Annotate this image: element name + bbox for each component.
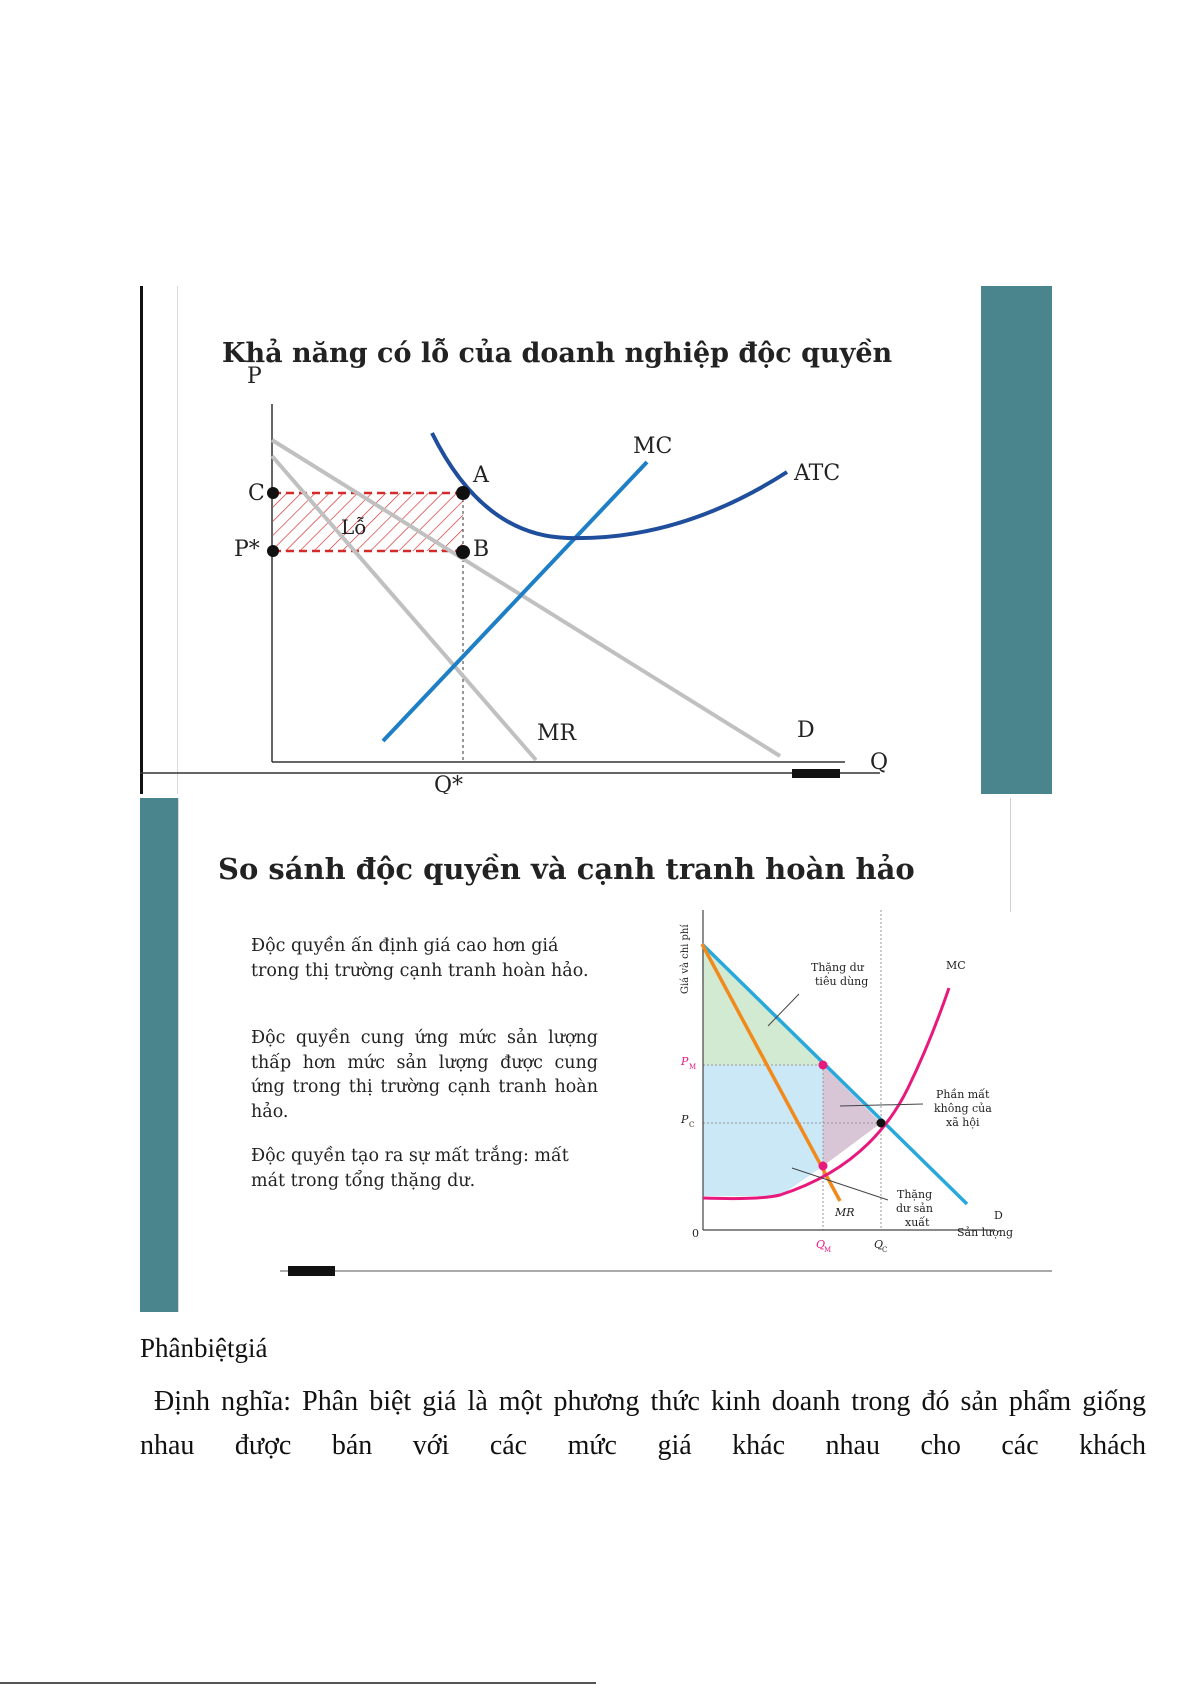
slide-monopoly-vs-competition [140, 798, 1052, 1312]
slide-monopoly-loss [140, 286, 1052, 794]
section-heading: Phânbiệtgiá [140, 1333, 268, 1363]
loss-label: Lỗ [341, 515, 367, 539]
slide-bottom-block [288, 1266, 335, 1276]
consumer-surplus-label-1: Thặng dư [811, 961, 864, 974]
origin-label: 0 [692, 1227, 699, 1240]
point-b [456, 545, 470, 559]
a-label: A [473, 463, 489, 488]
qc-subscript: C [882, 1246, 888, 1254]
mr-label: MR [835, 1206, 855, 1219]
y-axis-label: Giá và chi phí [680, 924, 691, 994]
pm-label: P [681, 1055, 689, 1068]
deadweight-label-3: xã hội [946, 1116, 980, 1129]
d-label: D [994, 1209, 1003, 1222]
qc-label: Q [874, 1238, 884, 1251]
slide-title: So sánh độc quyền và cạnh tranh hoàn hảo [218, 852, 915, 886]
deadweight-label-1: Phần mất [936, 1088, 990, 1101]
mr-label: MR [537, 721, 577, 746]
p-star-label: P* [234, 537, 260, 562]
point-p-star [267, 545, 279, 557]
deadweight-loss-area [823, 1065, 881, 1166]
pc-subscript: C [689, 1121, 695, 1129]
producer-surplus-label-3: xuất [905, 1216, 930, 1229]
mr-mc-intersection [819, 1162, 828, 1171]
pc-label: P [681, 1113, 689, 1126]
comparison-chart [140, 798, 1052, 1312]
b-label: B [473, 537, 490, 562]
footer-rule [0, 1682, 596, 1684]
slide-title: Khả năng có lỗ của doanh nghiệp độc quyền [222, 338, 893, 369]
x-axis-label: Sản lượng [957, 1226, 1014, 1239]
mc-label: MC [946, 959, 966, 972]
consumer-surplus-label-2: tiêu dùng [815, 975, 869, 988]
definition-paragraph: Định nghĩa: Phân biệt giá là một phương thức kinh doanh trong đó sản phẩm giống nhau được bán với các mức giá khác nhau cho các khách [140, 1386, 1146, 1461]
point-a [456, 486, 470, 500]
c-label: C [248, 481, 265, 506]
consumer-surplus-pointer [768, 994, 799, 1026]
pm-subscript: M [689, 1063, 697, 1071]
q-axis-label: Q [870, 750, 889, 775]
point-deadweight-loss: Độc quyền tạo ra sự mất trắng: mất mát trong tổng thặng dư. [251, 1146, 569, 1191]
mc-label: MC [633, 434, 673, 459]
atc-label: ATC [794, 461, 841, 486]
point-lower-output: Độc quyền cung ứng mức sản lượng thấp hơn mức sản lượng được cung ứng trong thị trường cạnh tranh hoàn hảo. [251, 1028, 598, 1122]
producer-surplus-area [703, 1065, 823, 1196]
deadweight-label-2: không của [934, 1102, 992, 1115]
demand-curve [272, 440, 780, 756]
monopoly-loss-chart [140, 286, 1052, 794]
qm-label: Q [816, 1238, 826, 1251]
competitive-equilibrium-point [877, 1119, 886, 1128]
producer-surplus-label-1: Thặng [897, 1188, 933, 1201]
monopoly-point [819, 1061, 828, 1070]
d-label: D [797, 718, 815, 743]
q-star-label: Q* [434, 773, 464, 794]
qm-subscript: M [824, 1246, 832, 1254]
slide-bottom-block [792, 769, 840, 778]
point-c [267, 487, 279, 499]
producer-surplus-label-2: dư sản [896, 1202, 933, 1215]
point-higher-price: Độc quyền ấn định giá cao hơn giá trong thị trường cạnh tranh hoàn hảo. [251, 936, 589, 981]
p-axis-label: P [247, 364, 262, 389]
